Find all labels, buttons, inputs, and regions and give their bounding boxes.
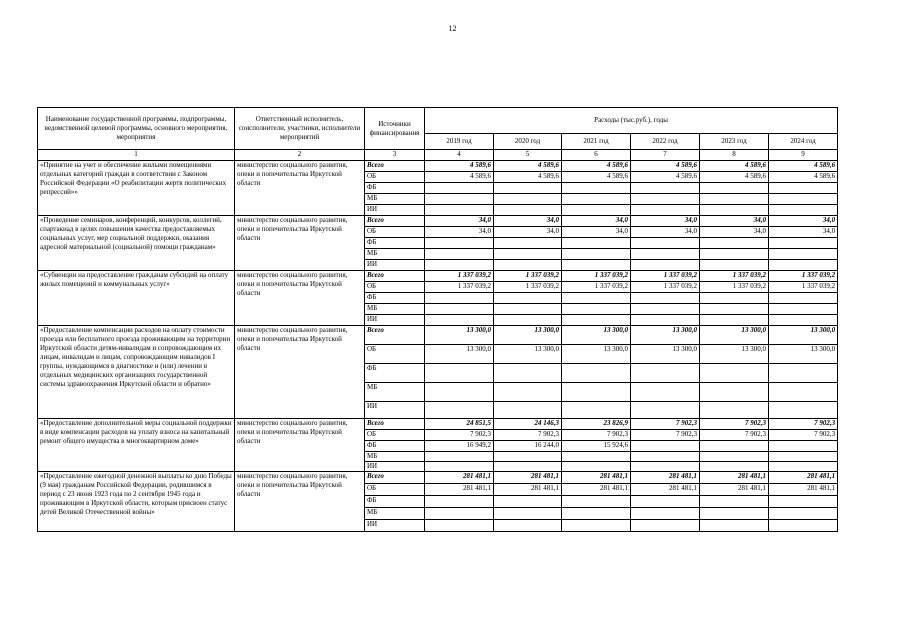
table-row	[38, 216, 838, 227]
amount-cell	[494, 452, 562, 462]
amount-cell	[494, 183, 562, 194]
funding-source: ИИ	[365, 260, 425, 271]
amount-cell	[631, 496, 700, 508]
header-year: 2024 год	[769, 134, 838, 150]
amount-cell	[631, 304, 700, 315]
amount-cell	[425, 315, 494, 326]
amount-cell: 281 481,1	[425, 484, 494, 496]
amount-cell	[631, 194, 700, 205]
amount-cell	[425, 364, 494, 383]
amount-cell	[700, 364, 769, 383]
executor-name: министерство социального развития, опеки и попечительства Иркутской области	[235, 326, 365, 419]
program-name: «Принятие на учет и обеспечение жилыми помещениями отдельных категорий граждан в соответствии с Законом Российской Федерации «О реабилитации жертв политических репрессий»»	[38, 161, 235, 216]
amount-cell: 7 902,3	[769, 430, 838, 441]
amount-cell: 1 337 039,2	[700, 271, 769, 282]
amount-cell	[700, 260, 769, 271]
amount-cell: 7 902,3	[562, 430, 631, 441]
amount-cell: 34,0	[769, 216, 838, 227]
amount-cell: 281 481,1	[700, 484, 769, 496]
amount-cell: 23 826,9	[562, 419, 631, 430]
amount-cell: 34,0	[562, 216, 631, 227]
amount-cell	[769, 452, 838, 462]
amount-cell	[494, 508, 562, 520]
amount-cell	[425, 520, 494, 532]
amount-cell	[700, 293, 769, 304]
funding-source: ИИ	[365, 520, 425, 532]
amount-cell	[700, 304, 769, 315]
amount-cell	[700, 194, 769, 205]
amount-cell: 34,0	[425, 227, 494, 238]
amount-cell	[562, 402, 631, 419]
funding-source: Всего	[365, 419, 425, 430]
header-source: Источники финансирования	[365, 108, 425, 150]
funding-source: ФБ	[365, 364, 425, 383]
amount-cell: 15 924,6	[562, 441, 631, 452]
amount-cell	[769, 508, 838, 520]
amount-cell	[769, 260, 838, 271]
funding-source: ОБ	[365, 172, 425, 183]
amount-cell: 7 902,3	[631, 430, 700, 441]
funding-source: ОБ	[365, 484, 425, 496]
amount-cell	[494, 520, 562, 532]
funding-source: ОБ	[365, 282, 425, 293]
column-index-row	[38, 150, 838, 161]
amount-cell: 16 244,0	[494, 441, 562, 452]
amount-cell	[494, 462, 562, 472]
funding-source: ФБ	[365, 496, 425, 508]
amount-cell	[631, 205, 700, 216]
funding-source: ФБ	[365, 441, 425, 452]
amount-cell	[631, 383, 700, 402]
header-year: 2022 год	[631, 134, 700, 150]
amount-cell	[425, 194, 494, 205]
amount-cell: 13 300,0	[494, 326, 562, 345]
amount-cell	[425, 383, 494, 402]
amount-cell	[562, 496, 631, 508]
column-index: 9	[769, 150, 838, 161]
funding-source: ОБ	[365, 227, 425, 238]
amount-cell: 34,0	[494, 216, 562, 227]
amount-cell: 1 337 039,2	[769, 271, 838, 282]
amount-cell	[494, 496, 562, 508]
amount-cell	[631, 452, 700, 462]
amount-cell: 1 337 039,2	[631, 282, 700, 293]
table-row	[38, 472, 838, 484]
amount-cell	[562, 315, 631, 326]
table-row	[38, 271, 838, 282]
amount-cell: 1 337 039,2	[425, 282, 494, 293]
column-index: 1	[38, 150, 235, 161]
program-name: «Предоставление дополнительной меры социальной поддержки в виде компенсации расходов на уплату взноса на капитальный ремонт общего имущества в многоквартирном доме»	[38, 419, 235, 472]
amount-cell: 1 337 039,2	[562, 282, 631, 293]
amount-cell	[425, 249, 494, 260]
amount-cell: 13 300,0	[425, 326, 494, 345]
amount-cell: 1 337 039,2	[494, 271, 562, 282]
amount-cell	[700, 238, 769, 249]
header-year: 2019 год	[425, 134, 494, 150]
executor-name: министерство социального развития, опеки и попечительства Иркутской области	[235, 271, 365, 326]
executor-name: министерство социального развития, опеки и попечительства Иркутской области	[235, 419, 365, 472]
amount-cell	[631, 293, 700, 304]
amount-cell	[700, 249, 769, 260]
amount-cell: 281 481,1	[769, 484, 838, 496]
amount-cell: 7 902,3	[769, 419, 838, 430]
amount-cell	[769, 315, 838, 326]
amount-cell	[700, 441, 769, 452]
amount-cell	[562, 205, 631, 216]
amount-cell: 1 337 039,2	[562, 271, 631, 282]
amount-cell	[425, 183, 494, 194]
amount-cell	[631, 238, 700, 249]
amount-cell	[631, 402, 700, 419]
amount-cell	[562, 452, 631, 462]
funding-source: МБ	[365, 508, 425, 520]
amount-cell: 13 300,0	[700, 345, 769, 364]
amount-cell	[700, 508, 769, 520]
amount-cell: 4 589,6	[425, 172, 494, 183]
executor-name: министерство социального развития, опеки и попечительства Иркутской области	[235, 161, 365, 216]
amount-cell: 16 949,2	[425, 441, 494, 452]
amount-cell	[631, 508, 700, 520]
amount-cell	[631, 441, 700, 452]
amount-cell: 4 589,6	[425, 161, 494, 172]
amount-cell	[425, 452, 494, 462]
funding-source: ИИ	[365, 315, 425, 326]
amount-cell	[700, 520, 769, 532]
amount-cell	[494, 304, 562, 315]
amount-cell: 1 337 039,2	[494, 282, 562, 293]
amount-cell	[769, 402, 838, 419]
amount-cell	[769, 238, 838, 249]
amount-cell	[700, 452, 769, 462]
amount-cell	[562, 383, 631, 402]
amount-cell	[631, 249, 700, 260]
amount-cell: 4 589,6	[700, 161, 769, 172]
amount-cell: 7 902,3	[494, 430, 562, 441]
page-number: 12	[448, 24, 457, 33]
amount-cell: 4 589,6	[631, 172, 700, 183]
amount-cell	[494, 194, 562, 205]
funding-source: ФБ	[365, 183, 425, 194]
amount-cell: 7 902,3	[700, 419, 769, 430]
expenses-table	[37, 107, 838, 532]
amount-cell	[562, 183, 631, 194]
amount-cell: 4 589,6	[562, 161, 631, 172]
amount-cell	[769, 496, 838, 508]
column-index: 6	[562, 150, 631, 161]
amount-cell	[769, 249, 838, 260]
amount-cell	[562, 508, 631, 520]
amount-cell	[631, 315, 700, 326]
amount-cell	[769, 304, 838, 315]
amount-cell: 1 337 039,2	[769, 282, 838, 293]
funding-source: МБ	[365, 304, 425, 315]
column-index: 7	[631, 150, 700, 161]
funding-source: ИИ	[365, 402, 425, 419]
funding-source: ИИ	[365, 462, 425, 472]
program-name: «Проведение семинаров, конференций, конкурсов, коллегий, спартакиад в целях повышения качества предоставляемых социальных услуг, мер социальной поддержки, оказания адресной материальной (социальной) помощи гражданам»	[38, 216, 235, 271]
amount-cell	[494, 315, 562, 326]
funding-source: ИИ	[365, 205, 425, 216]
amount-cell: 13 300,0	[425, 345, 494, 364]
amount-cell: 24 146,3	[494, 419, 562, 430]
amount-cell	[562, 260, 631, 271]
amount-cell	[494, 238, 562, 249]
funding-source: МБ	[365, 383, 425, 402]
amount-cell	[562, 194, 631, 205]
table-row	[38, 161, 838, 172]
amount-cell	[700, 402, 769, 419]
executor-name: министерство социального развития, опеки и попечительства Иркутской области	[235, 216, 365, 271]
amount-cell	[494, 383, 562, 402]
amount-cell: 281 481,1	[494, 472, 562, 484]
amount-cell	[425, 293, 494, 304]
amount-cell	[700, 183, 769, 194]
program-name: «Предоставление компенсации расходов на оплату стоимости проезда или бесплатного проезда проживающим на территории Иркутской области детям-инвалидам и сопровождающим их лицам, инвалидам и лицам, сопровождающим инвалидов I группы, нуждающимся в диагностике и (или) лечении в отдельных медицинских организациях государственной системы здравоохранения Иркутской области и обратно»	[38, 326, 235, 419]
amount-cell: 13 300,0	[769, 345, 838, 364]
header-expenses: Расходы (тыс.руб.), годы	[425, 108, 838, 134]
amount-cell: 281 481,1	[631, 484, 700, 496]
funding-source: Всего	[365, 326, 425, 345]
amount-cell: 34,0	[494, 227, 562, 238]
amount-cell: 13 300,0	[494, 345, 562, 364]
amount-cell	[494, 205, 562, 216]
amount-cell	[494, 260, 562, 271]
funding-source: Всего	[365, 161, 425, 172]
amount-cell: 4 589,6	[562, 172, 631, 183]
amount-cell: 13 300,0	[631, 345, 700, 364]
amount-cell	[425, 205, 494, 216]
table-row	[38, 419, 838, 430]
amount-cell	[562, 293, 631, 304]
amount-cell	[494, 293, 562, 304]
amount-cell: 281 481,1	[769, 472, 838, 484]
amount-cell	[562, 304, 631, 315]
amount-cell: 7 902,3	[700, 430, 769, 441]
amount-cell	[769, 383, 838, 402]
amount-cell	[494, 249, 562, 260]
amount-cell	[769, 462, 838, 472]
header-executor: Ответственный исполнитель, соисполнители, участники, исполнители мероприятий	[235, 108, 365, 150]
amount-cell: 4 589,6	[494, 172, 562, 183]
amount-cell: 34,0	[700, 227, 769, 238]
amount-cell	[425, 496, 494, 508]
amount-cell: 7 902,3	[631, 419, 700, 430]
funding-source: Всего	[365, 472, 425, 484]
funding-source: Всего	[365, 271, 425, 282]
amount-cell	[700, 205, 769, 216]
amount-cell: 4 589,6	[494, 161, 562, 172]
amount-cell	[700, 315, 769, 326]
amount-cell	[631, 183, 700, 194]
amount-cell: 281 481,1	[562, 472, 631, 484]
amount-cell: 1 337 039,2	[631, 271, 700, 282]
amount-cell: 281 481,1	[562, 484, 631, 496]
header-program: Наименование государственной программы, подпрограммы, ведомственной целевой программы, основного мероприятия, мероприятия	[38, 108, 235, 150]
amount-cell	[425, 462, 494, 472]
amount-cell	[562, 520, 631, 532]
header-year: 2023 год	[700, 134, 769, 150]
amount-cell	[769, 194, 838, 205]
amount-cell	[425, 238, 494, 249]
amount-cell: 4 589,6	[631, 161, 700, 172]
amount-cell	[562, 249, 631, 260]
amount-cell	[769, 364, 838, 383]
funding-source: ФБ	[365, 238, 425, 249]
column-index: 8	[700, 150, 769, 161]
header-year: 2020 год	[494, 134, 562, 150]
amount-cell: 4 589,6	[769, 161, 838, 172]
amount-cell: 34,0	[631, 227, 700, 238]
amount-cell: 34,0	[631, 216, 700, 227]
amount-cell	[425, 260, 494, 271]
amount-cell	[769, 183, 838, 194]
table-row	[38, 326, 838, 345]
amount-cell: 281 481,1	[631, 472, 700, 484]
amount-cell	[631, 462, 700, 472]
amount-cell	[631, 260, 700, 271]
amount-cell: 4 589,6	[769, 172, 838, 183]
amount-cell: 34,0	[769, 227, 838, 238]
funding-source: ОБ	[365, 345, 425, 364]
header-year: 2021 год	[562, 134, 631, 150]
amount-cell: 281 481,1	[494, 484, 562, 496]
amount-cell: 1 337 039,2	[700, 282, 769, 293]
program-name: «Субвенции на предоставление гражданам субсидий на оплату жилых помещений и коммунальных услуг»	[38, 271, 235, 326]
amount-cell	[562, 238, 631, 249]
funding-source: МБ	[365, 452, 425, 462]
amount-cell: 7 902,3	[425, 430, 494, 441]
amount-cell: 13 300,0	[700, 326, 769, 345]
amount-cell: 34,0	[562, 227, 631, 238]
amount-cell	[700, 462, 769, 472]
column-index: 4	[425, 150, 494, 161]
amount-cell	[562, 364, 631, 383]
amount-cell: 281 481,1	[425, 472, 494, 484]
amount-cell: 13 300,0	[631, 326, 700, 345]
funding-source: ОБ	[365, 430, 425, 441]
amount-cell	[425, 508, 494, 520]
amount-cell: 34,0	[425, 216, 494, 227]
amount-cell	[700, 496, 769, 508]
amount-cell: 281 481,1	[700, 472, 769, 484]
amount-cell	[494, 364, 562, 383]
amount-cell	[631, 364, 700, 383]
amount-cell	[700, 383, 769, 402]
amount-cell: 4 589,6	[700, 172, 769, 183]
amount-cell	[769, 205, 838, 216]
column-index: 3	[365, 150, 425, 161]
amount-cell: 24 851,5	[425, 419, 494, 430]
amount-cell	[769, 520, 838, 532]
amount-cell	[769, 441, 838, 452]
executor-name: министерство социального развития, опеки и попечительства Иркутской области	[235, 472, 365, 532]
funding-source: МБ	[365, 249, 425, 260]
column-index: 2	[235, 150, 365, 161]
funding-source: МБ	[365, 194, 425, 205]
column-index: 5	[494, 150, 562, 161]
amount-cell: 13 300,0	[769, 326, 838, 345]
amount-cell: 13 300,0	[562, 326, 631, 345]
amount-cell: 1 337 039,2	[425, 271, 494, 282]
amount-cell	[562, 462, 631, 472]
amount-cell: 34,0	[700, 216, 769, 227]
amount-cell	[494, 402, 562, 419]
amount-cell	[425, 402, 494, 419]
amount-cell	[631, 520, 700, 532]
amount-cell: 13 300,0	[562, 345, 631, 364]
amount-cell	[769, 293, 838, 304]
funding-source: Всего	[365, 216, 425, 227]
program-name: «Предоставление ежегодной денежной выплаты ко дню Победы (9 мая) гражданам Российской Федерации, родившимся в период с 23 июня 1923 года по 2 сентября 1945 года и проживающим в Иркутской области, которым присвоен статус детей Великой Отечественной войны»	[38, 472, 235, 532]
amount-cell	[425, 304, 494, 315]
funding-source: ФБ	[365, 293, 425, 304]
